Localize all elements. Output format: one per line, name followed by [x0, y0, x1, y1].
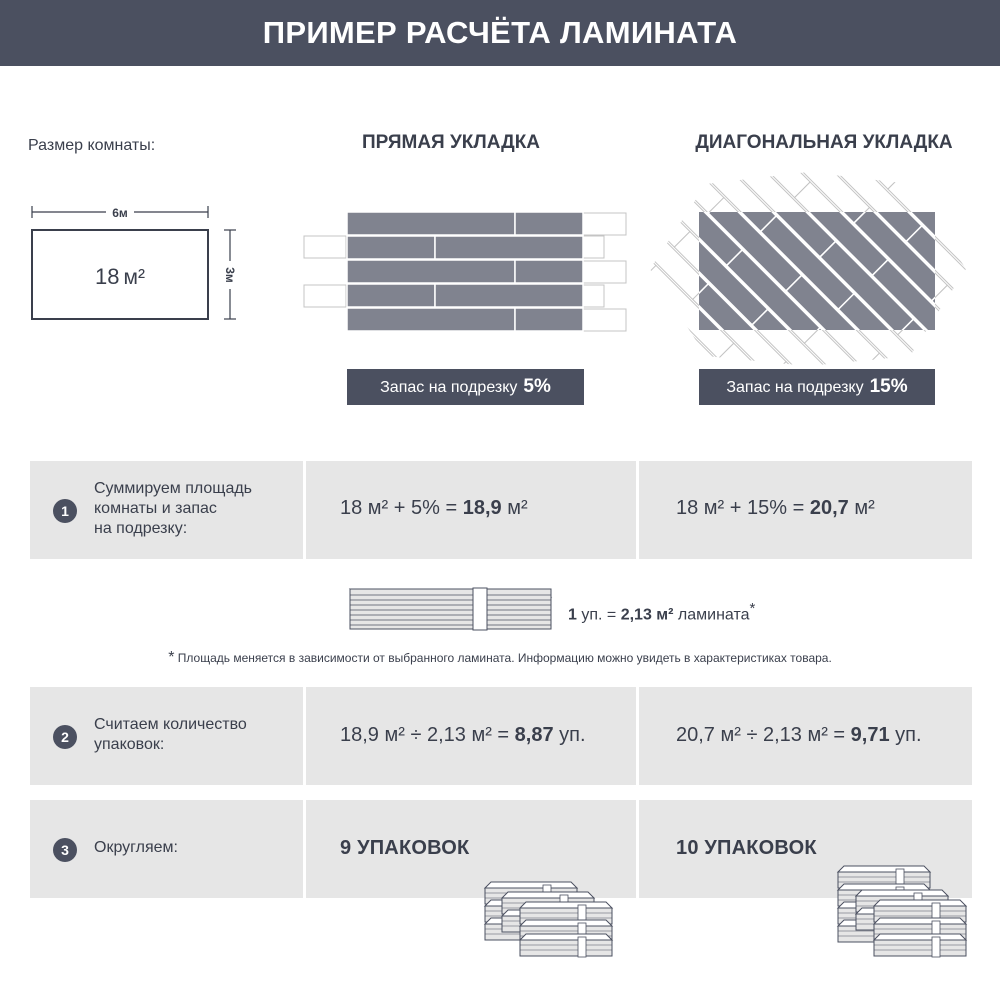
straight-laying-diagram — [300, 208, 635, 338]
diagonal-waste-badge — [699, 369, 935, 405]
pack-info: 1 уп. = 2,13 м² ламината* — [568, 600, 756, 624]
step-1-text: Суммируем площадь комнаты и запас на подрезку: — [94, 480, 253, 537]
step-3-text: Округляем: — [94, 839, 178, 856]
packs-stack-9-icon — [480, 878, 620, 958]
room-size-label: Размер комнаты: — [28, 137, 156, 154]
page-header — [0, 0, 1000, 66]
step-1-straight-calc: 18 м² + 5% = 18,9 м² — [340, 497, 528, 519]
step-2-diagonal-calc: 20,7 м² ÷ 2,13 м² = 9,71 уп. — [676, 724, 922, 746]
step-3-number: 3 — [53, 838, 77, 862]
step-3-diagonal-result: 10 УПАКОВОК — [676, 837, 817, 859]
room-width-label: 6м — [112, 206, 128, 220]
step-1-diagonal-calc: 18 м² + 15% = 20,7 м² — [676, 497, 875, 519]
room-height-label: 3м — [223, 267, 237, 283]
room-area: 18 м² — [95, 264, 145, 289]
step-2-number: 2 — [53, 725, 77, 749]
footnote: * Площадь меняется в зависимости от выбранного ламината. Информацию можно увидеть в характеристиках товара. — [168, 649, 832, 666]
straight-waste-label: Запас на подрезку — [380, 379, 518, 396]
straight-laying-title: ПРЯМАЯ УКЛАДКА — [361, 132, 541, 153]
diagonal-laying-diagram — [648, 170, 968, 368]
step-1-number: 1 — [53, 499, 77, 523]
room-diagram — [20, 195, 250, 330]
straight-waste-value: 5% — [523, 376, 551, 397]
diagonal-laying-title: ДИАГОНАЛЬНАЯ УКЛАДКА — [695, 132, 953, 153]
step-2-straight-calc: 18,9 м² ÷ 2,13 м² = 8,87 уп. — [340, 724, 586, 746]
straight-waste-badge — [347, 369, 584, 405]
packs-stack-10-icon — [834, 862, 974, 958]
laminate-pack-icon — [345, 585, 555, 633]
page-title: ПРИМЕР РАСЧЁТА ЛАМИНАТА — [262, 15, 738, 50]
step-2-text: Считаем количество упаковок: — [94, 716, 247, 753]
diagonal-waste-value: 15% — [869, 376, 908, 397]
diagonal-waste-label: Запас на подрезку — [726, 379, 864, 396]
step-3-straight-result: 9 УПАКОВОК — [340, 837, 470, 859]
